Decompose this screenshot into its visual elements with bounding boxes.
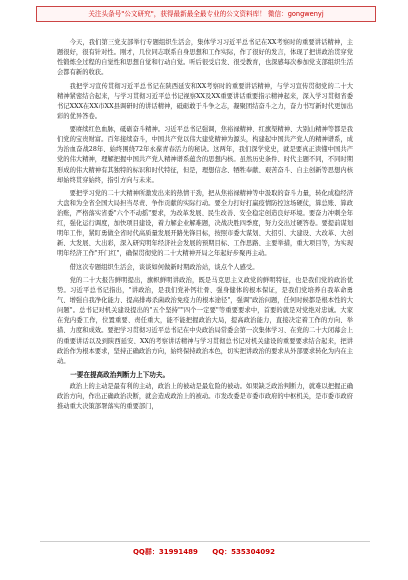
footer-divider: [40, 541, 370, 542]
paragraph: 要把学习党的二十大精神所激发出来的热情干劲，把从焦裕禄精神等中汲取的奋斗力量，转化成稳经济大盘和为全省全国大局担当尽责、争作贡献的实际行动。要全力打好打赢疫情防控这场硬仗，算总账、算政治账，严格落实省委"六个不动摇"要求，为改革发展、民生改善、安全稳定创造良好环境。要奋力冲刺全年红，强化运行调度，加快项目建设，着力解企业解难题，决战决胜四季度，努力交出过硬答卷。要提前谋划明年工作，紧盯勇做全省时代高质量发展开路先锋目标，按照市委大谋划、大招引、大建设、大改革、大创新、大发展、大出彩，深入研究明年经济社会发展的预期目标、工作思路、主要举措，重大项目等，为实现明年经济工作"开门红"，确保贯彻党的二十大精神开局之年起好步聚再主动。: [57, 189, 353, 258]
paragraph: 要赓续红色血脉，砥砺奋斗精神。习近平总书记强调，焦裕禄精神、红旗渠精神、大别山精神等都是我们党的宝贵财富。百年接续奋斗，中国共产党以伟大建党精神为源头，构建起中国共产党人的精神谱系，成为治血奋战28年、始终围绕72年永葆青春活力的秘诀。这两年，我们深学党史，就是要真正读懂中国共产党的伟大精神，理解把握中国共产党人精神谱系蕴含的思想内核。虽然历史条件、时代主题不同，不同时期形成的伟大精神有其独特的标识和时代特征，但是，理想信念、牺牲奉献、艰苦奋斗、自主创新等思想内核却始终贯穿始终，指引方向与未来。: [57, 126, 353, 184]
footer-qq-group: QQ群：31991489: [132, 548, 198, 556]
section-heading: 一要在提高政治判断力上下功夫。: [70, 371, 170, 380]
paragraph: 党的二十大报告鲜明提出，旗帜鲜明讲政治，既是马克思主义政党的鲜明特征，也是我们党的政治优势。习近平总书记指出，"讲政治，是我们党补钙壮骨、强身健体的根本保证，是我们党培养自我革命勇气、增强自我净化能力、提高排毒杀菌政治免疫力的根本途径"，强调"政治问题，任何时候都是根本性的大问题"。总书记对机关建设提出的"五个坚持""四个一定要"等重要要求中，首要的就是对党绝对忠诚。大家在党内委工作，位置重要、责任重大，能不能把握政治大局，提高政治能力，直接决定着工作的方向、举措、力度和成效。要把学习贯彻习近平总书记在中央政治局常委会第一次集体学习、在党的二十大闭幕会上的重要讲话以及到陕西延安、XX的考察讲话精神与学习贯彻总书记对机关建设的重要要求结合起来，把讲政治作为根本要求，坚持正确政治方向，始终保持政治本色，切实把讲政治的要求从外部要求转化为内在主动。: [57, 277, 353, 365]
paragraph: 借这次专题组织生活会，谈谈如何做新时期政治站，谈点个人感受。: [69, 263, 259, 271]
paragraph: 我把学习宣传贯彻习近平总书记在陕西延安和XX考察时的重要讲话精神，与学习宣传贯彻党的二十大精神紧密结合起来，与学习贯彻习近平总书记视察XX及XX重要讲话重要指示精神起来，深入学习贯彻省委书记XXX在XX市XX县调研时的讲话精神，砥砺敢于斗争之志，凝聚团结奋斗之力，奋力书写新时代更加出彩的优异答卷。: [57, 82, 353, 120]
footer: [0, 547, 408, 557]
paragraph: 今天，我们第三党支部举行专题组织生活会，集体学习习近平总书记在XX考察时的重要讲话精神，主题很好，很有针对性。刚才，几位同志联系自身思想和工作实际，作了很好的发言，体现了把讲政治贯穿党性锻炼全过程的自觉性和思想自觉和行动自觉。听后很受启发、很受教育，也深感每次参加党支部组织生活会都有新的收获。: [57, 39, 353, 77]
footer-qq: QQ：535304092: [212, 548, 276, 556]
paragraph: 政治上的主动是最有利的主动，政治上的被动是最危险的被动。如果缺乏政治判断力，就难以把握正确政治方向，作出正确政治决断，就会造成政治上的被动。市发改委是市委市政府的中枢机关，是市委市政府推动重大决策部署落实的重要部门，: [57, 383, 353, 411]
document-body: [57, 38, 353, 416]
top-banner: 关注头条号"公文研究"，获得最新最全最专业的公文资料库！ 微信：gongwenyj: [36, 6, 376, 22]
